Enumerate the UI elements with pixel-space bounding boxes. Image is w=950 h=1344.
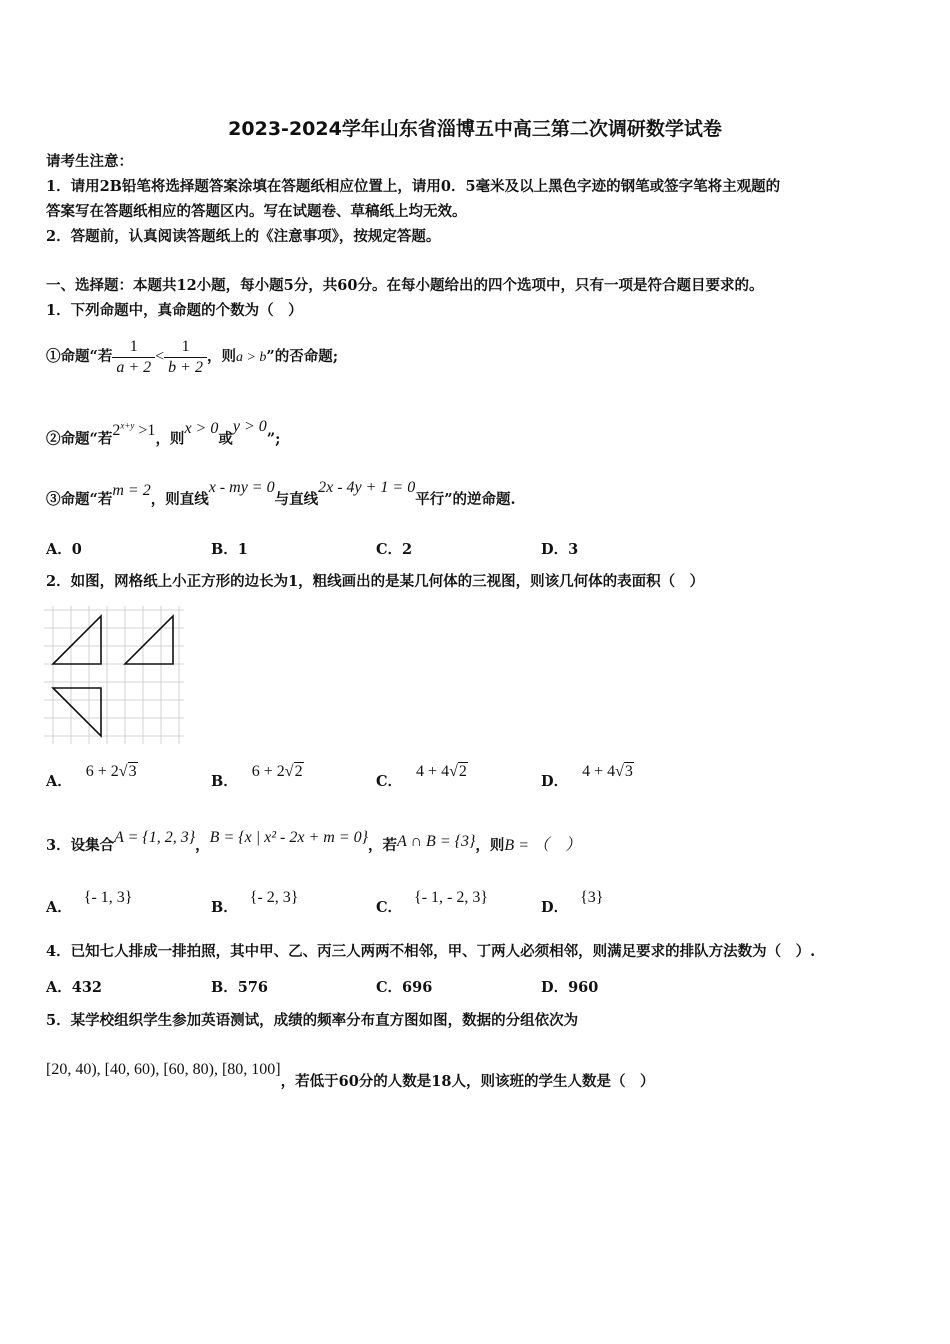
fraction: $\frac{1}{b + 2}$ xyxy=(164,337,207,378)
section-heading: 一、选择题：本题共12小题，每小题5分，共60分。在每小题给出的四个选项中，只有一项是符合题目要求的。 xyxy=(46,277,764,294)
option-d[interactable]: D．3 xyxy=(541,541,579,558)
option-c[interactable]: C．2 xyxy=(376,541,413,558)
option-c[interactable]: C．4 + 4√2 xyxy=(376,763,467,790)
option-d[interactable]: D．960 xyxy=(541,979,599,996)
proposition-1: ①命题“若 $\frac{1}{a + 2}$ < $\frac{1}{b + 2}$ ，则a > b”的否命题; xyxy=(46,337,339,376)
three-view-figure xyxy=(44,606,186,746)
page-title: 2023-2024学年山东省淄博五中高三第二次调研数学试卷 xyxy=(228,118,722,140)
front-view-triangle xyxy=(53,616,101,664)
proposition-3: ③命题“若m = 2，则直线x - my = 0与直线2x - 4y + 1 = 0平行”的逆命题. xyxy=(46,479,516,508)
notice-line: 2．答题前，认真阅读答题纸上的《注意事项》，按规定答题。 xyxy=(46,228,441,245)
option-b[interactable]: B．1 xyxy=(211,541,248,558)
question-stem: 4．已知七人排成一排拍照，其中甲、乙、丙三人两两不相邻，甲、丁两人必须相邻，则满足要求的排队方法数为（ ）. xyxy=(46,943,816,960)
question-continuation: [20, 40), [40, 60), [60, 80), [80, 100]，若低于60分的人数是18人，则该班的学生人数是（ ） xyxy=(46,1061,655,1090)
option-c[interactable]: C．{- 1, - 2, 3} xyxy=(376,889,489,916)
top-view-triangle xyxy=(53,688,101,736)
option-d[interactable]: D．{3} xyxy=(541,889,604,916)
option-a[interactable]: A．432 xyxy=(46,979,103,996)
question-stem: 2．如图，网格纸上小正方形的边长为1，粗线画出的是某几何体的三视图，则该几何体的表面积（ ） xyxy=(46,573,705,590)
notice-line: 答案写在答题纸相应的答题区内。写在试题卷、草稿纸上均无效。 xyxy=(46,203,467,220)
option-b[interactable]: B．6 + 2√2 xyxy=(211,763,303,790)
proposition-2: ②命题“若$2^{x+y} >1$，则x > 0或y > 0”; xyxy=(46,418,281,448)
text: ①命题“若 xyxy=(46,348,113,365)
side-view-triangle xyxy=(125,616,173,664)
question-stem: 1．下列命题中，真命题的个数为（ ） xyxy=(46,302,303,319)
question-stem: 3．设集合A = {1, 2, 3}，B = {x | x² - 2x + m = 0}，若A ∩ B = {3}，则B = （ ） xyxy=(46,829,581,854)
option-b[interactable]: B．{- 2, 3} xyxy=(211,889,299,916)
notice-line: 1．请用2B铅笔将选择题答案涂填在答题纸相应位置上，请用0．5毫米及以上黑色字迹的钢笔或签字笔将主观题的 xyxy=(46,178,781,195)
notice-heading: 请考生注意： xyxy=(46,153,133,170)
option-b[interactable]: B．576 xyxy=(211,979,269,996)
option-c[interactable]: C．696 xyxy=(376,979,433,996)
question-stem: 5．某学校组织学生参加英语测试，成绩的频率分布直方图如图，数据的分组依次为 xyxy=(46,1012,579,1029)
option-a[interactable]: A．6 + 2√3 xyxy=(46,763,137,790)
option-a[interactable]: A．0 xyxy=(46,541,82,558)
fraction: $\frac{1}{a + 2}$ xyxy=(112,337,155,378)
option-d[interactable]: D．4 + 4√3 xyxy=(541,763,633,790)
option-a[interactable]: A．{- 1, 3} xyxy=(46,889,133,916)
